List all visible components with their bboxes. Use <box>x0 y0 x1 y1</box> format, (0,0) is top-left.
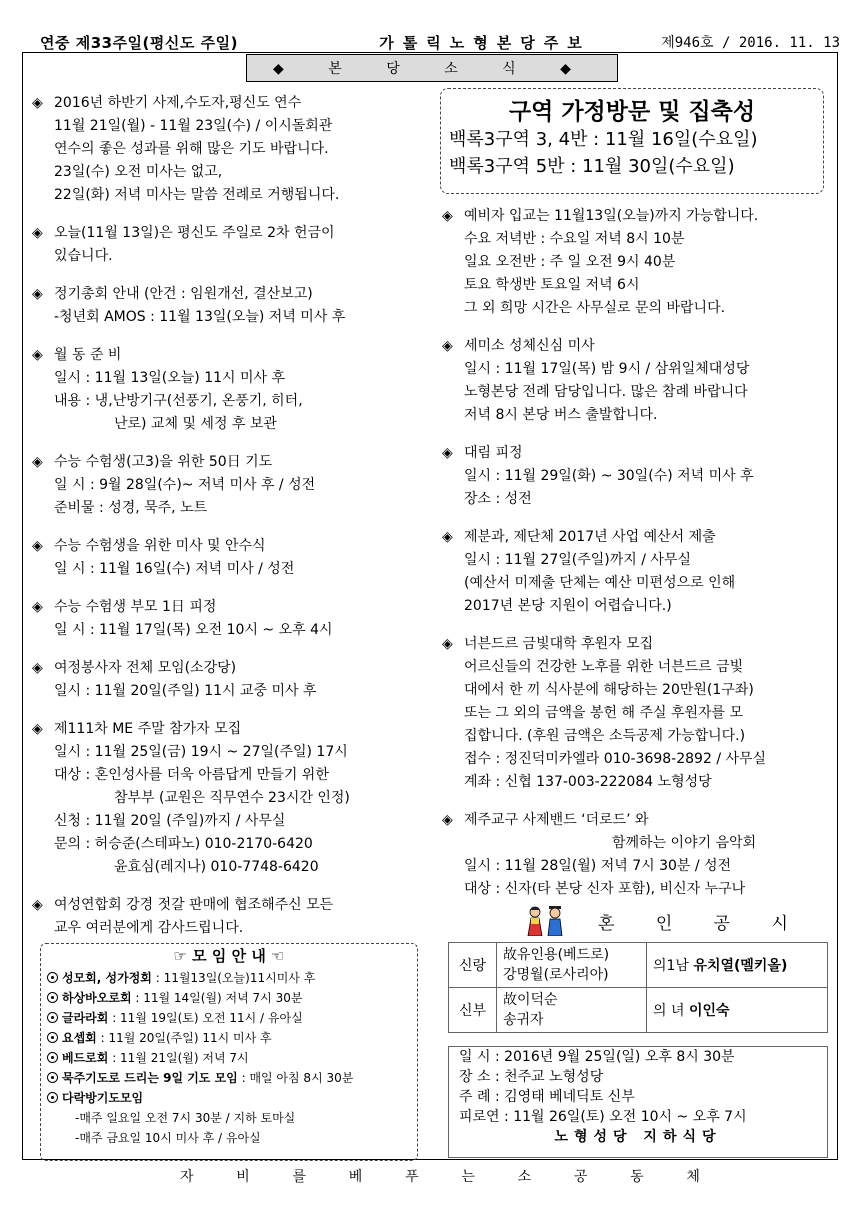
notice-title: 2016년 하반기 사제,수도자,평신도 연수 <box>54 95 302 111</box>
notice-title: 세미소 성체신심 미사 <box>464 338 595 354</box>
callout-title: 구역 가정방문 및 집축성 <box>508 99 756 125</box>
meeting-time: : 11월 19일(토) 오전 11시 / 유아실 <box>108 1011 303 1025</box>
bride-mother: 송귀자 <box>503 1012 544 1028</box>
meetings-title: ☞ 모 임 안 내 ☜ <box>173 947 285 965</box>
circle-bullet-icon <box>47 1052 58 1063</box>
notice-line-continued: 난로) 교체 및 세정 후 보관 <box>114 416 277 432</box>
notice-line: 2017년 본당 지원이 어렵습니다.) <box>464 598 672 614</box>
notice-heading <box>32 894 427 917</box>
motto-char: 체 <box>686 1169 700 1185</box>
circle-bullet-icon <box>47 992 58 1003</box>
notice-heading <box>442 205 837 228</box>
notice-heading <box>442 526 837 549</box>
notice-line: 대상 : 신자(타 본당 신자 포함), 비신자 누구나 <box>464 881 746 897</box>
notice-heading <box>442 809 837 832</box>
bride-groom-icon <box>524 904 568 938</box>
notice-title: 예비자 입교는 11월13일(오늘)까지 가능합니다. <box>464 208 759 224</box>
meeting-sub-row: -매주 일요일 오전 7시 30분 / 지하 토마실 <box>75 1111 296 1125</box>
notice-item <box>442 205 837 320</box>
diamond-bullet-icon: ◈ <box>32 286 43 302</box>
motto-char: 는 <box>461 1169 475 1185</box>
notice-line: 접수 : 정진덕미카엘라 010-3698-2892 / 사무실 <box>464 751 767 767</box>
meeting-name: 성모회, 성가정회 <box>62 971 152 985</box>
diamond-bullet-icon: ◈ <box>32 225 43 241</box>
wedding-officiant: 주 례 : 김영태 베네딕토 신부 <box>459 1089 635 1105</box>
notice-line: 교우 여러분에게 감사드립니다. <box>54 920 244 936</box>
notice-title: 정기총회 안내 (안건 : 임원개선, 결산보고) <box>54 286 313 302</box>
notice-heading <box>32 344 427 367</box>
motto-char: 베 <box>348 1169 363 1185</box>
callout-line: 백록3구역 5반 : 11월 30일(수요일) <box>449 156 735 177</box>
notice-item <box>32 894 427 940</box>
diamond-bullet-icon: ◈ <box>32 721 43 737</box>
notice-title-continued: 함께하는 이야기 음악회 <box>612 835 757 851</box>
callout-line: 백록3구역 3, 4반 : 11월 16일(수요일) <box>449 129 758 150</box>
home-visit-callout <box>440 88 824 194</box>
groom-name: 유치열(멜키올) <box>693 958 788 974</box>
meeting-name: 요셉회 <box>62 1031 97 1045</box>
notice-item <box>442 442 837 511</box>
notice-line: 일시 : 11월 25일(금) 19시 ~ 27일(주일) 17시 <box>54 744 348 760</box>
groom-relation: 의1남 <box>653 958 689 974</box>
bride-row <box>449 988 828 1033</box>
notice-line: 신청 : 11월 20일 (주일)까지 / 사무실 <box>54 813 286 829</box>
diamond-bullet-icon: ◈ <box>32 660 43 676</box>
bulletin-title: 가톨릭노형본당주보 <box>379 33 591 52</box>
notice-heading <box>32 535 427 558</box>
notice-line: 23일(수) 오전 미사는 없고, <box>54 164 223 180</box>
notice-item <box>442 633 837 794</box>
footer-motto <box>180 1166 700 1186</box>
notice-line: 일 시 : 9월 28일(수)~ 저녁 미사 후 / 성전 <box>54 477 316 493</box>
meeting-sub-row: -매주 금요일 10시 미사 후 / 유아실 <box>75 1131 261 1145</box>
notice-heading <box>32 92 427 115</box>
motto-char: 소 <box>517 1169 532 1185</box>
notice-line: 장소 : 성전 <box>464 491 532 507</box>
meetings-list <box>47 968 411 1148</box>
diamond-bullet-icon: ◈ <box>32 454 43 470</box>
notice-line: 11월 21일(월) - 11월 23일(수) / 이시돌회관 <box>54 118 333 134</box>
meeting-name: 다락방기도모임 <box>62 1091 144 1105</box>
meeting-time: : 11월13일(오늘)11시미사 후 <box>151 971 316 985</box>
wedding-date: 일 시 : 2016년 9월 25일(일) 오후 8시 30분 <box>459 1049 735 1065</box>
diamond-bullet-icon: ◈ <box>32 95 43 111</box>
notice-heading <box>32 596 427 619</box>
notice-line: 일시 : 11월 27일(주일)까지 / 사무실 <box>464 552 692 568</box>
notice-item <box>32 344 427 436</box>
notice-line-continued: 참부부 (교원은 직무연수 23시간 인정) <box>114 790 350 806</box>
motto-char: 를 <box>292 1169 307 1185</box>
notice-line: 계좌 : 신협 137-003-222084 노형성당 <box>464 774 712 790</box>
motto-char: 비 <box>236 1169 250 1185</box>
meeting-name: 베드로회 <box>62 1051 109 1065</box>
notice-line: 내용 : 냉,난방기구(선풍기, 온풍기, 히터, <box>54 393 303 409</box>
groom-role: 신랑 <box>449 943 497 988</box>
groom-mother: 강명월(로사리아) <box>503 967 609 983</box>
notice-line: 일시 : 11월 17일(목) 밤 9시 / 삼위일체대성당 <box>464 361 750 377</box>
groom-row <box>449 943 828 988</box>
bride-relation: 의 녀 <box>653 1003 685 1019</box>
notice-line: 대에서 한 끼 식사분에 해당하는 20만원(1구좌) <box>464 682 754 698</box>
notice-item <box>32 283 427 329</box>
circle-bullet-icon <box>47 1032 58 1043</box>
notice-line: 집합니다. (후원 금액은 소득공제 가능합니다.) <box>464 728 746 744</box>
left-column <box>32 92 427 955</box>
diamond-bullet-icon: ◈ <box>32 347 43 363</box>
notice-line: 연수의 좋은 성과를 위해 많은 기도 바랍니다. <box>54 141 329 157</box>
notice-line: (예산서 미제출 단체는 예산 미편성으로 인해 <box>464 575 736 591</box>
meeting-row <box>47 1048 411 1068</box>
notice-line: 22일(화) 저녁 미사는 말씀 전례로 거행됩니다. <box>54 187 340 203</box>
notice-line-continued: 윤효심(레지나) 010-7748-6420 <box>114 859 319 875</box>
diamond-bullet-icon: ◈ <box>442 812 453 828</box>
motto-char: 동 <box>630 1169 644 1185</box>
notice-line: 준비물 : 성경, 묵주, 노트 <box>54 500 208 516</box>
wedding-details <box>448 1046 828 1158</box>
notice-line: 저녁 8시 본당 버스 출발합니다. <box>464 407 658 423</box>
notice-title: 오늘(11월 13일)은 평신도 주일로 2차 헌금이 <box>54 225 335 241</box>
wedding-heading <box>524 904 806 938</box>
circle-bullet-icon <box>47 1092 58 1103</box>
meeting-time: : 11월 20일(주일) 11시 미사 후 <box>96 1031 272 1045</box>
meeting-row <box>47 1088 411 1108</box>
meeting-row <box>47 988 411 1008</box>
notice-item <box>32 451 427 520</box>
notice-line: 일요 오전반 : 주 일 오전 9시 40분 <box>464 254 676 270</box>
motto-char: 자 <box>180 1169 194 1185</box>
meetings-box <box>40 943 418 1161</box>
wedding-title: 혼 인 공 시 <box>598 913 806 934</box>
notice-heading <box>32 718 427 741</box>
bride-name: 이인숙 <box>688 1003 730 1019</box>
circle-bullet-icon <box>47 972 58 983</box>
diamond-bullet-icon: ◈ <box>32 599 43 615</box>
diamond-bullet-icon: ◈ <box>442 338 453 354</box>
diamond-bullet-icon: ◈ <box>442 529 453 545</box>
bride-parents <box>497 988 647 1033</box>
diamond-bullet-icon: ◈ <box>32 897 43 913</box>
notice-title: 여성연합회 강경 젓갈 판매에 협조해주신 모든 <box>54 897 334 913</box>
notice-title: 제분과, 제단체 2017년 사업 예산서 제출 <box>464 529 716 545</box>
issue-number-date: 제946호 / 2016. 11. 13 <box>661 35 840 51</box>
notice-line: 일 시 : 11월 16일(수) 저녁 미사 / 성전 <box>54 561 295 577</box>
notice-item <box>32 222 427 268</box>
diamond-bullet-icon: ◈ <box>442 445 453 461</box>
notice-title: 수능 수험생(고3)을 위한 50日 기도 <box>54 454 273 470</box>
notice-item <box>442 335 837 427</box>
diamond-bullet-icon: ◈ <box>32 538 43 554</box>
notice-title: 수능 수험생을 위한 미사 및 안수식 <box>54 538 266 554</box>
notice-line: 일시 : 11월 29일(화) ~ 30일(수) 저녁 미사 후 <box>464 468 754 484</box>
notice-item <box>32 535 427 581</box>
notice-item <box>32 718 427 879</box>
meeting-row <box>47 1068 411 1088</box>
notice-heading <box>442 335 837 358</box>
bride-role: 신부 <box>449 988 497 1033</box>
meeting-time: : 11월 21일(월) 저녁 7시 <box>108 1051 249 1065</box>
notice-line: 또는 그 외의 금액을 봉헌 해 주실 후원자를 모 <box>464 705 744 721</box>
diamond-bullet-icon: ◈ <box>442 208 453 224</box>
notice-line: 토요 학생반 토요일 저녁 6시 <box>464 277 640 293</box>
page-header <box>40 30 840 54</box>
notice-line: 그 외 희망 시간은 사무실로 문의 바랍니다. <box>464 300 726 316</box>
groom-father: 故유인용(베드로) <box>503 947 610 963</box>
notice-line: 어르신들의 건강한 노후를 위한 너븐드르 금빛 <box>464 659 744 675</box>
notice-item <box>32 657 427 703</box>
notice-item <box>442 526 837 618</box>
meeting-name: 글라라회 <box>62 1011 109 1025</box>
notice-title: 너븐드르 금빛대학 후원자 모집 <box>464 636 654 652</box>
wedding-place: 장 소 : 천주교 노형성당 <box>459 1069 604 1085</box>
notice-line: 일 시 : 11월 17일(목) 오전 10시 ~ 오후 4시 <box>54 622 333 638</box>
notice-item <box>32 596 427 642</box>
wedding-reception: 피로연 : 11월 26일(토) 오전 10시 ~ 오후 7시 <box>459 1109 747 1125</box>
notice-line: 일시 : 11월 28일(월) 저녁 7시 30분 / 성전 <box>464 858 732 874</box>
notice-line: 일시 : 11월 13일(오늘) 11시 미사 후 <box>54 370 286 386</box>
notice-title: 여정봉사자 전체 모임(소강당) <box>54 660 237 676</box>
meeting-row <box>47 1008 411 1028</box>
notice-title: 제111차 ME 주말 참가자 모집 <box>54 721 242 737</box>
meeting-time: : 매일 아침 8시 30분 <box>237 1071 354 1085</box>
notice-line: 일시 : 11월 20일(주일) 11시 교중 미사 후 <box>54 683 317 699</box>
notice-line: 있습니다. <box>54 248 113 264</box>
notice-title: 대림 피정 <box>464 445 523 461</box>
wedding-couple-table <box>448 942 828 1033</box>
reception-venue: 노형성당 지하식당 <box>554 1129 722 1145</box>
meeting-row <box>47 1028 411 1048</box>
groom-info <box>647 943 828 988</box>
groom-parents <box>497 943 647 988</box>
right-column <box>442 205 837 916</box>
notice-line: 문의 : 허승준(스테파노) 010-2170-6420 <box>54 836 313 852</box>
notice-heading <box>32 657 427 680</box>
notice-title: 월 동 준 비 <box>54 347 122 363</box>
meeting-row <box>47 968 411 988</box>
meeting-name: 묵주기도로 드리는 9일 기도 모임 <box>62 1071 238 1085</box>
circle-bullet-icon <box>47 1012 58 1023</box>
meeting-name: 하상바오로회 <box>62 991 132 1005</box>
notice-line: 대상 : 혼인성사를 더욱 아름답게 만들기 위한 <box>54 767 329 783</box>
motto-char: 공 <box>573 1169 588 1185</box>
bride-info <box>647 988 828 1033</box>
liturgical-day: 연중 제33주일(평신도 주일) <box>40 33 238 52</box>
notice-line: -청년회 AMOS : 11월 13일(오늘) 저녁 미사 후 <box>54 309 346 325</box>
notice-heading <box>442 442 837 465</box>
motto-char: 푸 <box>405 1169 419 1185</box>
notice-line: 노형본당 전례 담당입니다. 많은 참례 바랍니다 <box>464 384 748 400</box>
diamond-bullet-icon: ◈ <box>442 636 453 652</box>
notice-heading <box>32 222 427 245</box>
notice-heading <box>32 451 427 474</box>
notice-title: 수능 수험생 부모 1日 피정 <box>54 599 217 615</box>
notice-item <box>32 92 427 207</box>
section-banner: ◆ 본 당 소 식 ◆ <box>246 54 618 82</box>
notice-heading <box>442 633 837 656</box>
notice-heading <box>32 283 427 306</box>
notice-title: 제주교구 사제밴드 ‘더로드’ 와 <box>464 812 649 828</box>
bride-father: 故이덕순 <box>503 992 558 1008</box>
notice-item <box>442 809 837 901</box>
meeting-time: : 11월 14일(월) 저녁 7시 30분 <box>131 991 303 1005</box>
notice-line: 수요 저녁반 : 수요일 저녁 8시 10분 <box>464 231 685 247</box>
circle-bullet-icon <box>47 1072 58 1083</box>
